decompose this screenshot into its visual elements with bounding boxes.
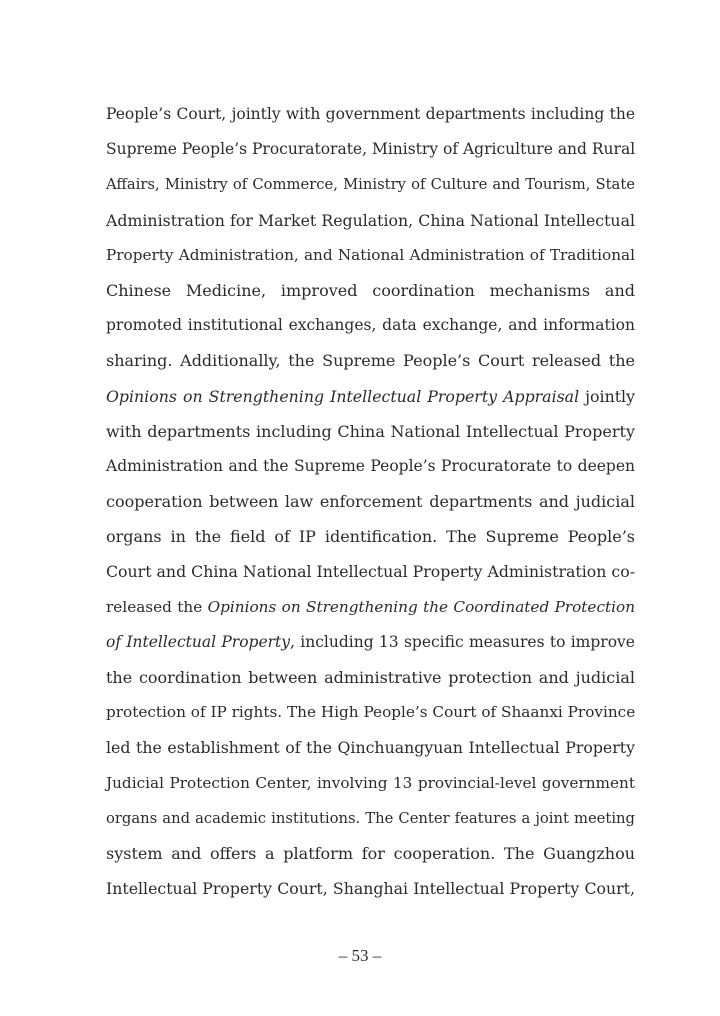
line-text: protection of IP rights. The High People’s Court of Shaanxi Province bbox=[106, 703, 636, 722]
line-text: People’s Court, jointly with government departments including the bbox=[106, 105, 635, 123]
text-line bbox=[106, 766, 635, 801]
line-text: the coordination between administrative protection and judicial bbox=[106, 668, 635, 687]
text-line bbox=[106, 379, 635, 414]
text-line bbox=[106, 625, 635, 660]
text-line bbox=[106, 308, 635, 343]
line-text: promoted institutional exchanges, data exchange, and information bbox=[106, 316, 635, 335]
text-line bbox=[106, 730, 635, 765]
text-line bbox=[106, 590, 635, 625]
body-paragraph bbox=[106, 97, 635, 906]
line-text: cooperation between law enforcement departments and judicial bbox=[106, 492, 635, 512]
line-text: organs and academic institutions. The Center features a joint meeting bbox=[106, 809, 635, 827]
text-line bbox=[106, 484, 635, 519]
line-text: Judicial Protection Center, involving 13 provincial-level government bbox=[106, 773, 635, 792]
line-text: system and offers a platform for cooperation. The Guangzhou bbox=[106, 843, 635, 863]
text-line bbox=[106, 273, 635, 308]
text-line bbox=[106, 97, 635, 132]
line-text: Administration and the Supreme People’s Procuratorate to deepen bbox=[106, 456, 635, 475]
line-text: Intellectual Property Court, Shanghai Intellectual Property Court, bbox=[106, 879, 635, 899]
text-line bbox=[106, 660, 635, 695]
text-line bbox=[106, 519, 635, 554]
line-text: released the bbox=[106, 597, 208, 616]
line-text: with departments including China National Intellectual Property bbox=[106, 421, 635, 441]
italic-title-text: Opinions on Strengthening Intellectual Property Appraisal bbox=[106, 386, 580, 406]
text-line bbox=[106, 554, 635, 589]
line-text: Chinese Medicine, improved coordination mechanisms and bbox=[106, 280, 635, 300]
line-text: organs in the field of IP identification. The Supreme People’s bbox=[106, 527, 635, 547]
text-line bbox=[106, 238, 635, 273]
line-text: led the establishment of the Qinchuangyuan Intellectual Property bbox=[106, 738, 635, 758]
text-line bbox=[106, 871, 635, 906]
line-text: Property Administration, and National Administration of Traditional bbox=[106, 245, 635, 264]
text-line bbox=[106, 695, 635, 730]
text-line bbox=[106, 167, 635, 202]
italic-title-text: Opinions on Strengthening the Coordinated Protection bbox=[207, 597, 636, 616]
line-text: Affairs, Ministry of Commerce, Ministry of Culture and Tourism, State bbox=[106, 176, 635, 194]
line-text: Court and China National Intellectual Property Administration co- bbox=[106, 562, 636, 582]
page-number: – 53 – bbox=[338, 946, 382, 965]
line-text: jointly bbox=[579, 386, 635, 406]
text-line bbox=[106, 343, 635, 378]
text-line bbox=[106, 203, 635, 238]
text-line bbox=[106, 836, 635, 871]
line-text: sharing. Additionally, the Supreme People’s Court released the bbox=[106, 351, 635, 371]
line-text: Supreme People’s Procuratorate, Ministry of Agriculture and Rural bbox=[106, 140, 636, 159]
italic-title-text: of Intellectual Property bbox=[106, 632, 291, 651]
text-line bbox=[106, 801, 635, 836]
line-text: Administration for Market Regulation, China National Intellectual bbox=[106, 210, 635, 230]
line-text: , including 13 specific measures to improve bbox=[290, 632, 635, 651]
text-line bbox=[106, 132, 635, 167]
text-line bbox=[106, 449, 635, 484]
text-line bbox=[106, 414, 635, 449]
